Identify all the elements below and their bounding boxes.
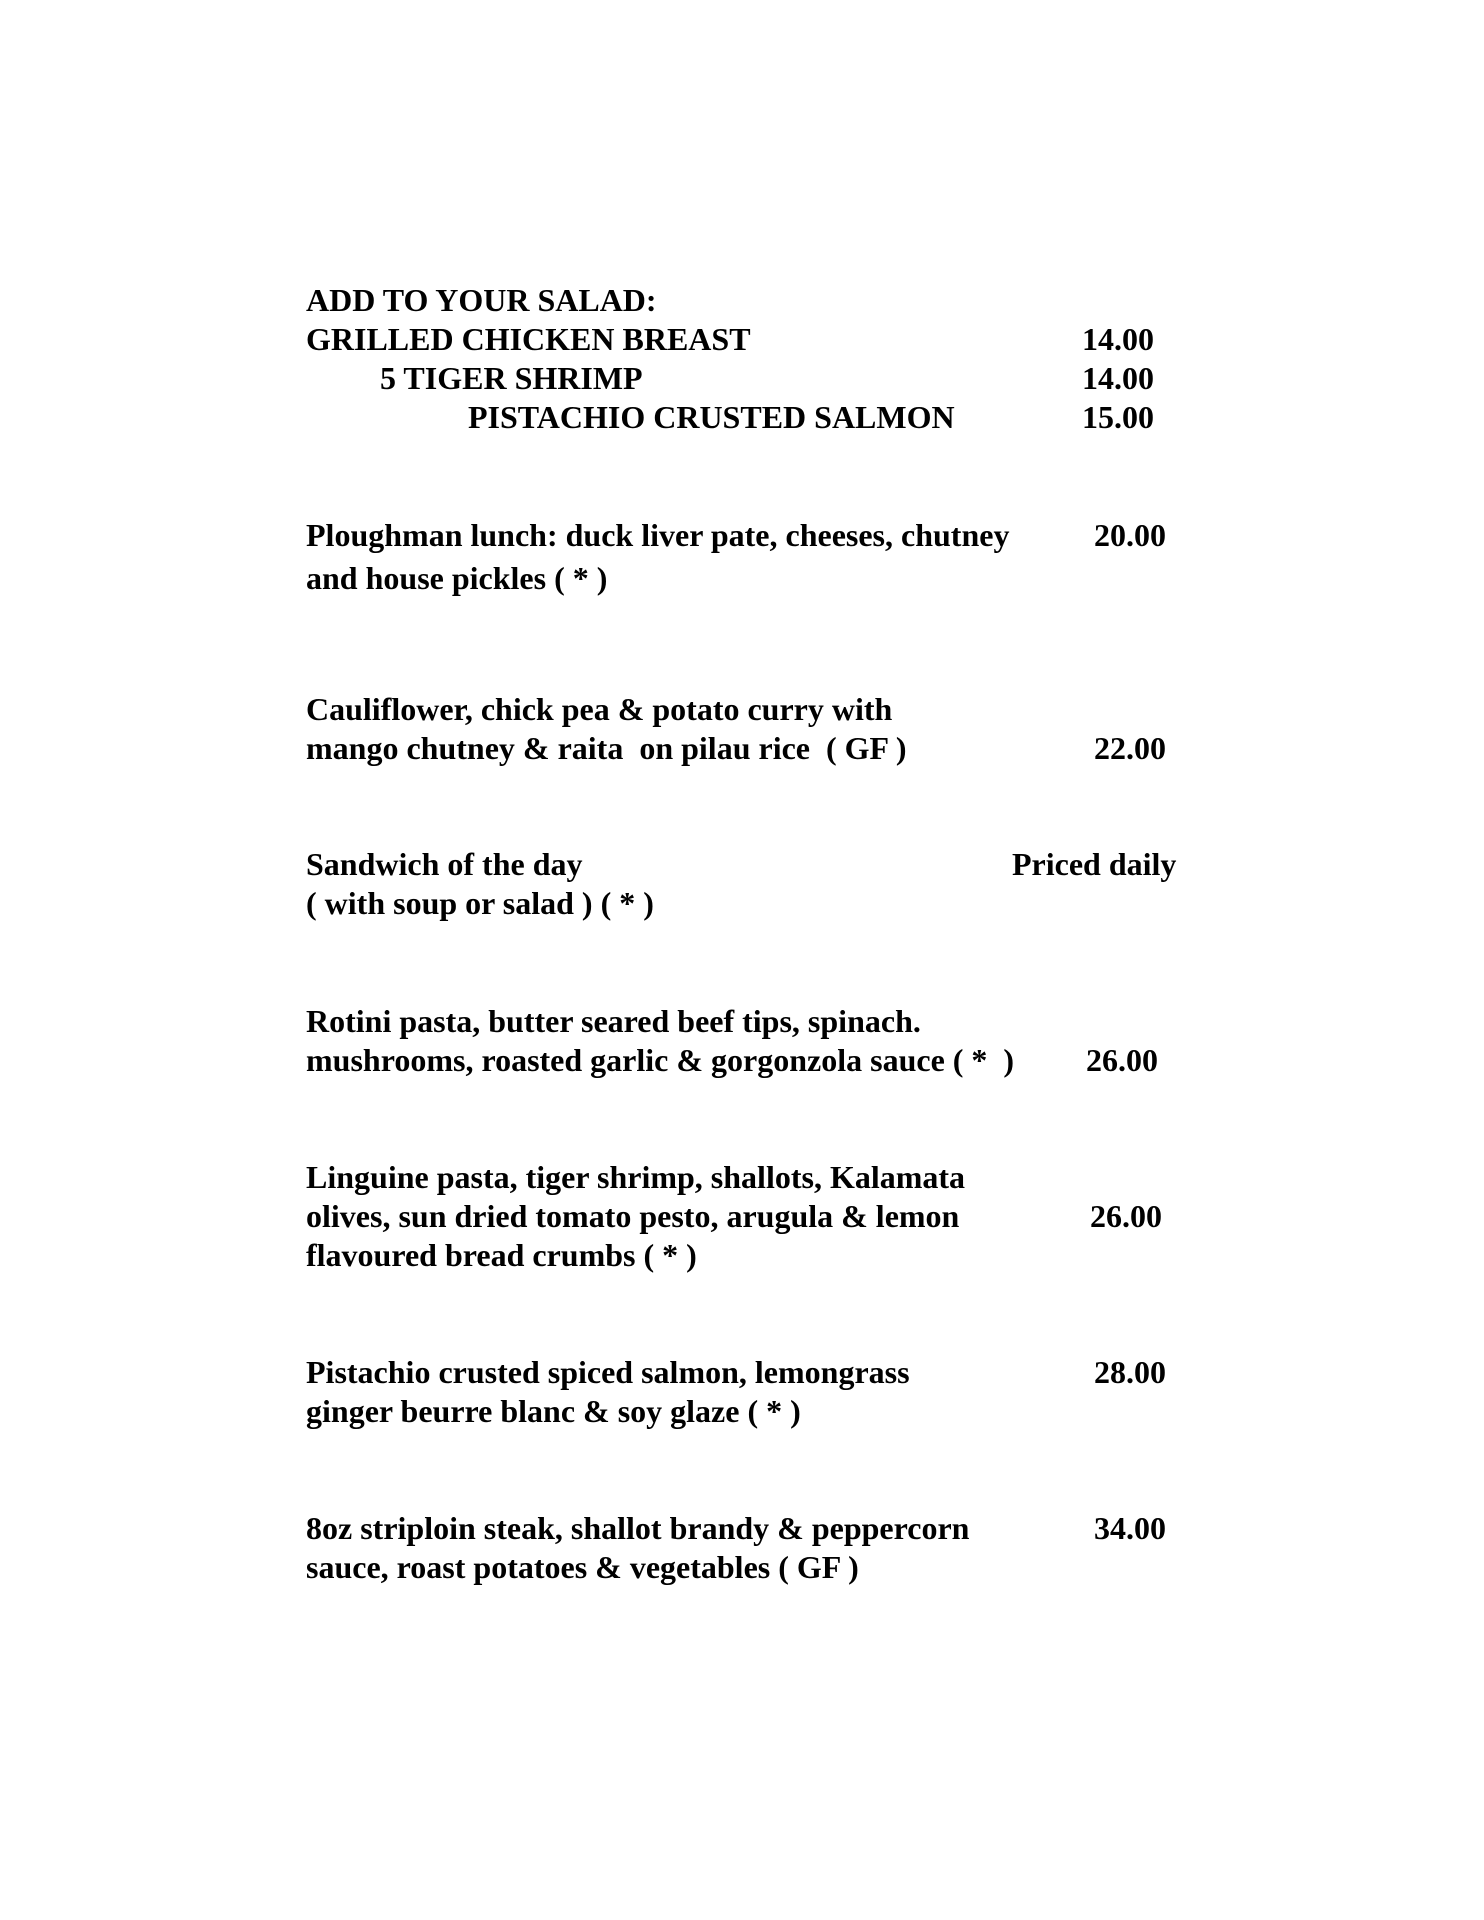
dish-price: 34.00 — [1094, 1510, 1166, 1546]
dish-description-line: and house pickles ( * ) — [306, 560, 608, 596]
dish-price: 28.00 — [1094, 1354, 1166, 1390]
dish-description-line: Cauliflower, chick pea & potato curry with — [306, 691, 893, 727]
addon-price-salmon: 15.00 — [1082, 399, 1154, 435]
addon-name-chicken: GRILLED CHICKEN BREAST — [306, 321, 751, 357]
addons-heading: ADD TO YOUR SALAD: — [306, 282, 657, 318]
addon-name-shrimp: 5 TIGER SHRIMP — [380, 360, 643, 396]
addon-price-shrimp: 14.00 — [1082, 360, 1154, 396]
dish-description-line: flavoured bread crumbs ( * ) — [306, 1237, 697, 1273]
addon-price-chicken: 14.00 — [1082, 321, 1154, 357]
dish-description-line: ginger beurre blanc & soy glaze ( * ) — [306, 1393, 801, 1429]
dish-description-line: Sandwich of the day — [306, 846, 583, 882]
dish-description-line: Ploughman lunch: duck liver pate, cheeses, chutney — [306, 517, 1010, 553]
dish-description-line: Pistachio crusted spiced salmon, lemongrass — [306, 1354, 910, 1390]
dish-description-line: Linguine pasta, tiger shrimp, shallots, Kalamata — [306, 1159, 966, 1195]
dish-description-line: mushrooms, roasted garlic & gorgonzola sauce ( * ) — [306, 1042, 1015, 1078]
dish-price: 20.00 — [1094, 517, 1166, 553]
dish-price: 26.00 — [1090, 1198, 1162, 1234]
addon-name-salmon: PISTACHIO CRUSTED SALMON — [468, 399, 955, 435]
dish-description-line: Rotini pasta, butter seared beef tips, spinach. — [306, 1003, 921, 1039]
dish-description-line: olives, sun dried tomato pesto, arugula & lemon — [306, 1198, 960, 1234]
dish-description-line: ( with soup or salad ) ( * ) — [306, 885, 654, 921]
dish-description-line: 8oz striploin steak, shallot brandy & peppercorn — [306, 1510, 970, 1546]
dish-description-line: sauce, roast potatoes & vegetables ( GF ) — [306, 1549, 859, 1585]
dish-price: 26.00 — [1086, 1042, 1158, 1078]
dish-price: Priced daily — [1012, 846, 1177, 882]
dish-price: 22.00 — [1094, 730, 1166, 766]
dish-description-line: mango chutney & raita on pilau rice ( GF ) — [306, 730, 907, 766]
